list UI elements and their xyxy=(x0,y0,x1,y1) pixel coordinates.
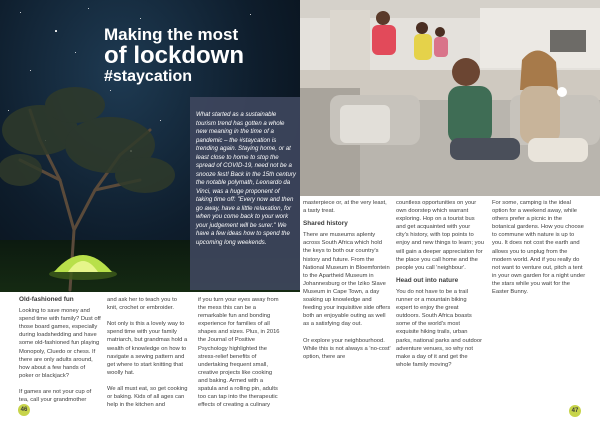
page-number-right: 47 xyxy=(569,405,581,417)
article-title xyxy=(104,26,300,86)
heading-shared-history: Shared history xyxy=(303,220,348,228)
title-line-2: of lockdown xyxy=(104,42,244,69)
right-column-1 xyxy=(303,199,391,361)
column-text: Looking to save money and spend time with family? Dust off those board games, especially during loadshedding and have some old-fashioned fun playing Monopoly, Cluedo or chess. If there are only adults around, how about a few hands of poker or blackjack? If games are not your cup of tea, call your grandmother xyxy=(19,308,101,404)
column-text: There are museums aplenty across South Africa which hold the keys to both our country's history and future. From the National Museum in Bloemfontein to the Apartheid Museum in Johannesburg or the Iziko Slave Museum in Cape Town, a day soaking up knowledge and feeding your inquisitive side offers both an enjoyable outing as well as a satisfying day out. Or explore your neighbourhood. While this is not always a 'no-cost' option, there are xyxy=(303,232,391,360)
heading-head-out-into-nature: Head out into nature xyxy=(396,276,459,284)
column-lead: masterpiece or, at the very least, a tasty treat. xyxy=(303,200,387,215)
left-column-3 xyxy=(198,296,282,409)
column-text: if you turn your eyes away from the mess this can be a remarkable fun and bonding experience for families of all shapes and sizes. Plus, in 2016 the Journal of Positive Psychology highlighted the stress-relief benefits of undertaking frequent small, creative projects like cooking and baking. Armed with a spatula and a rolling pin, adults too can tap into the therapeutic effects of creating a culinary xyxy=(198,297,280,409)
family-living-room-photo xyxy=(300,0,600,196)
left-column-1 xyxy=(19,296,101,404)
page-number-left: 46 xyxy=(18,404,30,416)
title-line-1: Making the most xyxy=(104,25,239,44)
column-text-2: You do not have to be a trail runner or a mountain biking expert to enjoy the great outdoors. South Africa boasts some of the world's most exquisite hiking trails, urban parks, national parks and outdoor adventure venues, so why not make a day of it and get the whole family moving? xyxy=(396,288,483,368)
column-text: countless opportunities on your own doorstep which warrant exploring. Hop on a tourist bus and get acquainted with your city's history, with top points to enjoy and new things to learn; you will gain a deeper appreciation for the place you call home and the people you call 'neighbour'. xyxy=(396,200,484,271)
column-text: For some, camping is the ideal option for a weekend away, while others prefer a picnic in the botanical gardens. How you choose to commune with nature is up to you. It does not cost the earth and allows you to unplug from the modern world. And if you really do not want to venture out, pitch a tent in your own garden for a night under the stars while you wait for the Easter Bunny. xyxy=(492,200,586,296)
column-text: and ask her to teach you to knit, crochet or embroider. Not only is this a lovely way to spend time with your family matriarch, but grandmas hold a wealth of knowledge on how to navigate a sewing pattern and get where to start knitting that woolly hat. We all must eat, so get cooking or baking. Kids of all ages can help in the kitchen and xyxy=(107,297,188,409)
left-column-2 xyxy=(107,296,189,409)
living-room-illustration xyxy=(300,0,600,196)
heading-old-fashioned-fun: Old-fashioned fun xyxy=(19,296,74,303)
title-hashtag: #staycation xyxy=(104,68,193,85)
intro-text: What started as a sustainable tourism trend has gotten a whole new meaning in the time of a pandemic – the #staycation is trending again. Staying home, or at least close to home to stop the spread of COVID-19, need not be a snooze fest! Back in the 15th century the notable polymath, Leonardo da Vinci, was a huge proponent of taking time off: "Every now and then go away, have a little relaxation, for when you come back to your work your judgement will be surer." We have a few ideas how to spend the upcoming long weekends. xyxy=(196,111,296,246)
right-column-3 xyxy=(492,199,586,296)
right-column-2 xyxy=(396,199,484,369)
glowing-tent xyxy=(48,240,118,280)
